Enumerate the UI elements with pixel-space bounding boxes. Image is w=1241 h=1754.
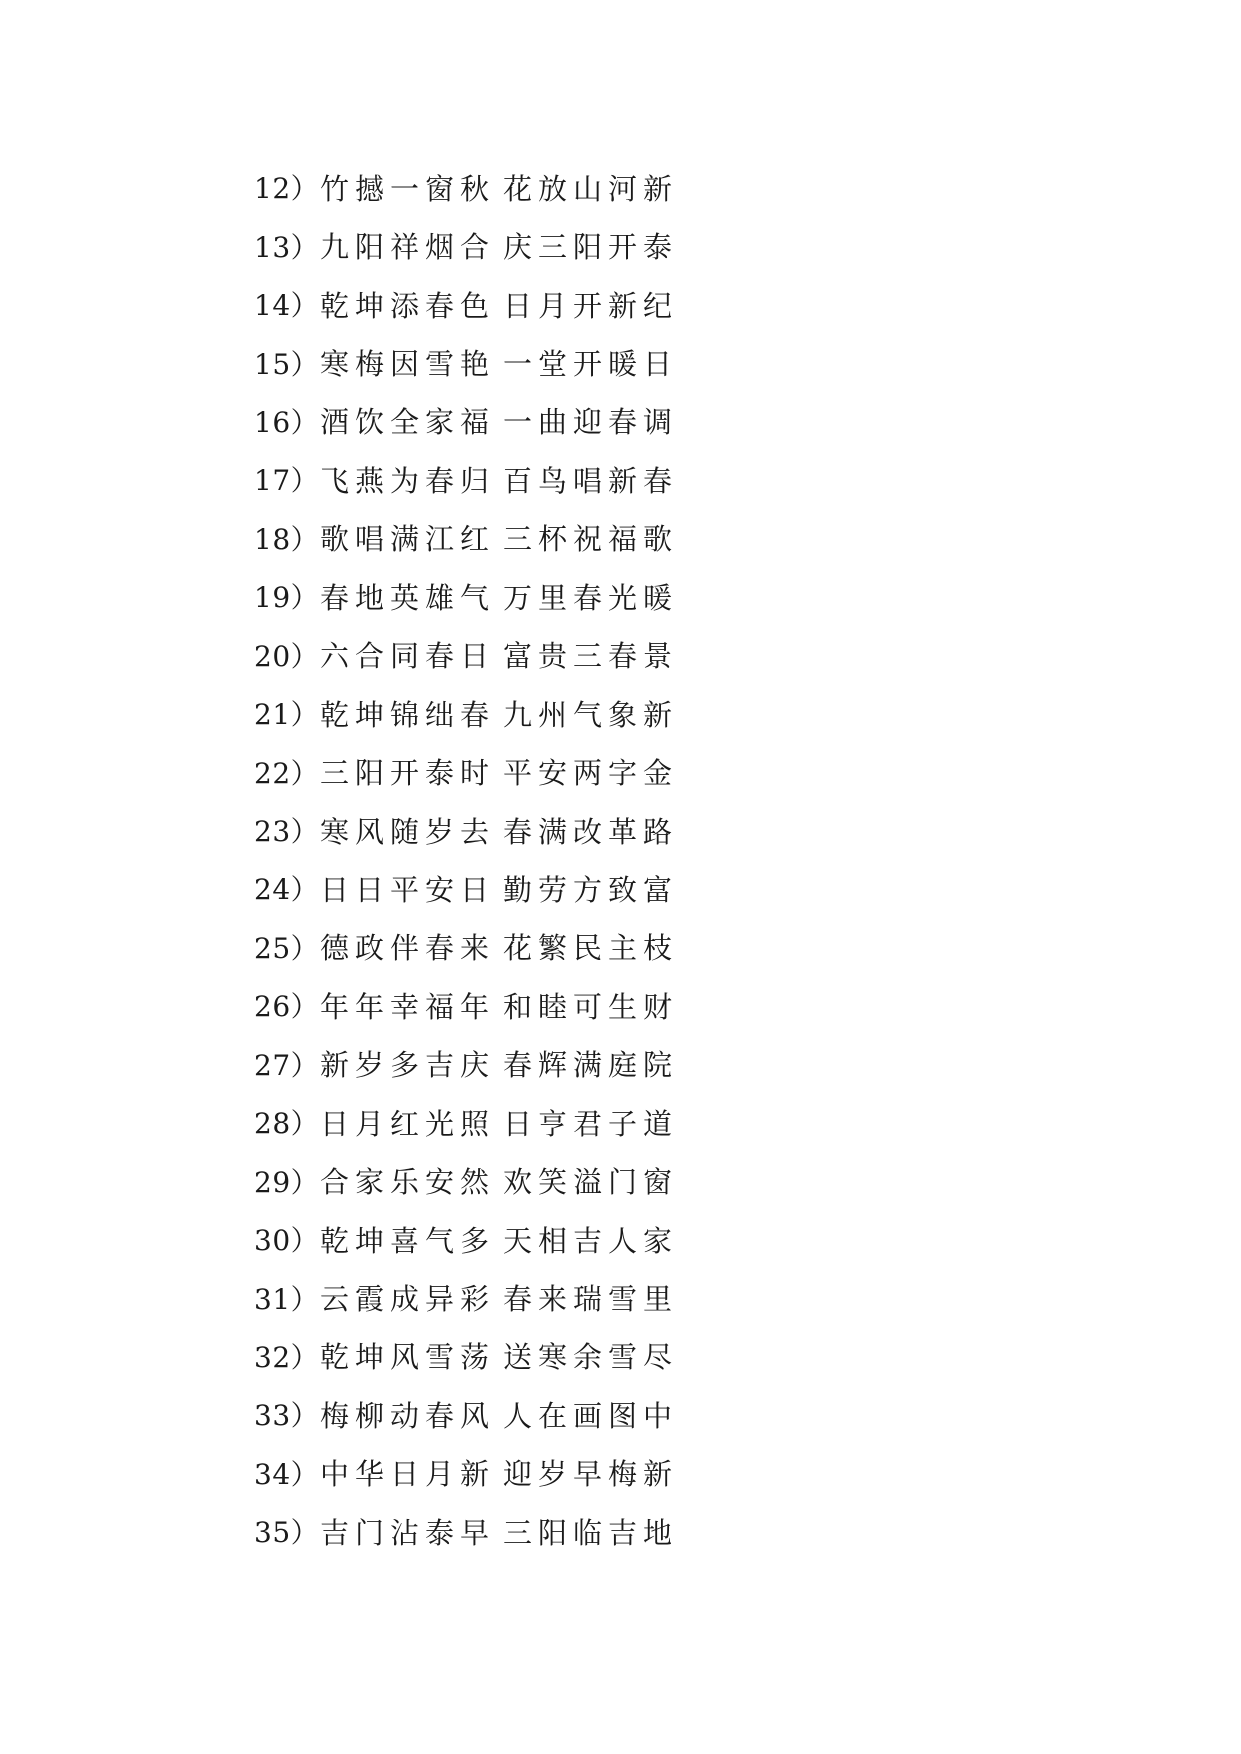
couplet-first-line: 乾坤锦绌春 — [320, 697, 496, 732]
couplet-second-line: 庆三阳开泰 — [503, 230, 679, 265]
item-number: 25） — [254, 931, 320, 965]
item-number: 32） — [254, 1340, 320, 1374]
couplet-second-line: 欢笑溢门窗 — [503, 1165, 679, 1200]
item-number: 26） — [254, 990, 320, 1024]
couplet-first-line: 歌唱满江红 — [320, 522, 496, 557]
item-number: 29） — [254, 1165, 320, 1199]
couplet-second-line: 春来瑞雪里 — [503, 1282, 679, 1317]
couplet-second-line: 一曲迎春调 — [503, 405, 679, 440]
list-item — [254, 275, 678, 333]
couplet-first-line: 竹撼一窗秋 — [320, 171, 496, 206]
item-number: 35） — [254, 1516, 320, 1550]
couplet-second-line: 富贵三春景 — [503, 639, 679, 674]
list-item — [254, 1210, 678, 1268]
couplet-first-line: 吉门沾泰早 — [320, 1515, 496, 1550]
list-item — [254, 742, 678, 800]
list-item — [254, 684, 678, 742]
couplet-first-line: 寒风随岁去 — [320, 814, 496, 849]
item-number: 30） — [254, 1224, 320, 1258]
couplet-first-line: 六合同春日 — [320, 639, 496, 674]
couplet-first-line: 春地英雄气 — [320, 580, 496, 615]
couplet-second-line: 百鸟唱新春 — [503, 463, 679, 498]
item-number: 16） — [254, 405, 320, 439]
item-number: 23） — [254, 815, 320, 849]
couplet-first-line: 德政伴春来 — [320, 931, 496, 966]
item-number: 20） — [254, 639, 320, 673]
item-number: 19） — [254, 581, 320, 615]
item-number: 12） — [254, 172, 320, 206]
list-item — [254, 158, 678, 216]
couplet-second-line: 日亨君子道 — [503, 1106, 679, 1141]
couplet-second-line: 三阳临吉地 — [503, 1515, 679, 1550]
couplet-first-line: 寒梅因雪艳 — [320, 347, 496, 382]
item-number: 24） — [254, 873, 320, 907]
couplet-second-line: 和睦可生财 — [503, 989, 679, 1024]
couplet-first-line: 酒饮全家福 — [320, 405, 496, 440]
item-number: 33） — [254, 1399, 320, 1433]
couplet-second-line: 花繁民主枝 — [503, 931, 679, 966]
couplet-second-line: 日月开新纪 — [503, 288, 679, 323]
list-item — [254, 1327, 678, 1385]
couplet-second-line: 一堂开暖日 — [503, 347, 679, 382]
list-item — [254, 1151, 678, 1209]
list-item — [254, 918, 678, 976]
item-number: 22） — [254, 756, 320, 790]
couplet-first-line: 乾坤添春色 — [320, 288, 496, 323]
couplet-first-line: 日月红光照 — [320, 1106, 496, 1141]
list-item — [254, 392, 678, 450]
couplet-second-line: 万里春光暖 — [503, 580, 679, 615]
item-number: 21） — [254, 698, 320, 732]
list-item — [254, 216, 678, 274]
list-item — [254, 1035, 678, 1093]
couplet-second-line: 人在画图中 — [503, 1398, 679, 1433]
list-item — [254, 333, 678, 391]
item-number: 13） — [254, 230, 320, 264]
couplet-second-line: 天相吉人家 — [503, 1223, 679, 1258]
item-number: 34） — [254, 1457, 320, 1491]
list-item — [254, 1093, 678, 1151]
list-item — [254, 450, 678, 508]
list-item — [254, 1444, 678, 1502]
item-number: 28） — [254, 1107, 320, 1141]
list-item — [254, 1268, 678, 1326]
couplet-first-line: 乾坤风雪荡 — [320, 1340, 496, 1375]
couplet-first-line: 乾坤喜气多 — [320, 1223, 496, 1258]
couplet-second-line: 勤劳方致富 — [503, 872, 679, 907]
couplet-first-line: 新岁多吉庆 — [320, 1048, 496, 1083]
couplet-second-line: 春辉满庭院 — [503, 1048, 679, 1083]
couplet-second-line: 春满改革路 — [503, 814, 679, 849]
couplet-first-line: 三阳开泰时 — [320, 756, 496, 791]
couplet-first-line: 年年幸福年 — [320, 989, 496, 1024]
couplet-second-line: 平安两字金 — [503, 756, 679, 791]
list-item — [254, 626, 678, 684]
item-number: 18） — [254, 522, 320, 556]
couplet-list — [254, 158, 678, 1561]
couplet-second-line: 花放山河新 — [503, 171, 679, 206]
couplet-first-line: 中华日月新 — [320, 1457, 496, 1492]
item-number: 15） — [254, 347, 320, 381]
couplet-second-line: 九州气象新 — [503, 697, 679, 732]
couplet-first-line: 九阳祥烟合 — [320, 230, 496, 265]
list-item — [254, 859, 678, 917]
list-item — [254, 509, 678, 567]
couplet-first-line: 飞燕为春归 — [320, 463, 496, 498]
list-item — [254, 1502, 678, 1560]
list-item — [254, 567, 678, 625]
list-item — [254, 801, 678, 859]
item-number: 27） — [254, 1048, 320, 1082]
couplet-first-line: 梅柳动春风 — [320, 1398, 496, 1433]
list-item — [254, 976, 678, 1034]
couplet-second-line: 迎岁早梅新 — [503, 1457, 679, 1492]
item-number: 31） — [254, 1282, 320, 1316]
item-number: 14） — [254, 289, 320, 323]
couplet-first-line: 合家乐安然 — [320, 1165, 496, 1200]
couplet-first-line: 日日平安日 — [320, 872, 496, 907]
couplet-first-line: 云霞成异彩 — [320, 1282, 496, 1317]
couplet-second-line: 送寒余雪尽 — [503, 1340, 679, 1375]
item-number: 17） — [254, 464, 320, 498]
couplet-second-line: 三杯祝福歌 — [503, 522, 679, 557]
list-item — [254, 1385, 678, 1443]
